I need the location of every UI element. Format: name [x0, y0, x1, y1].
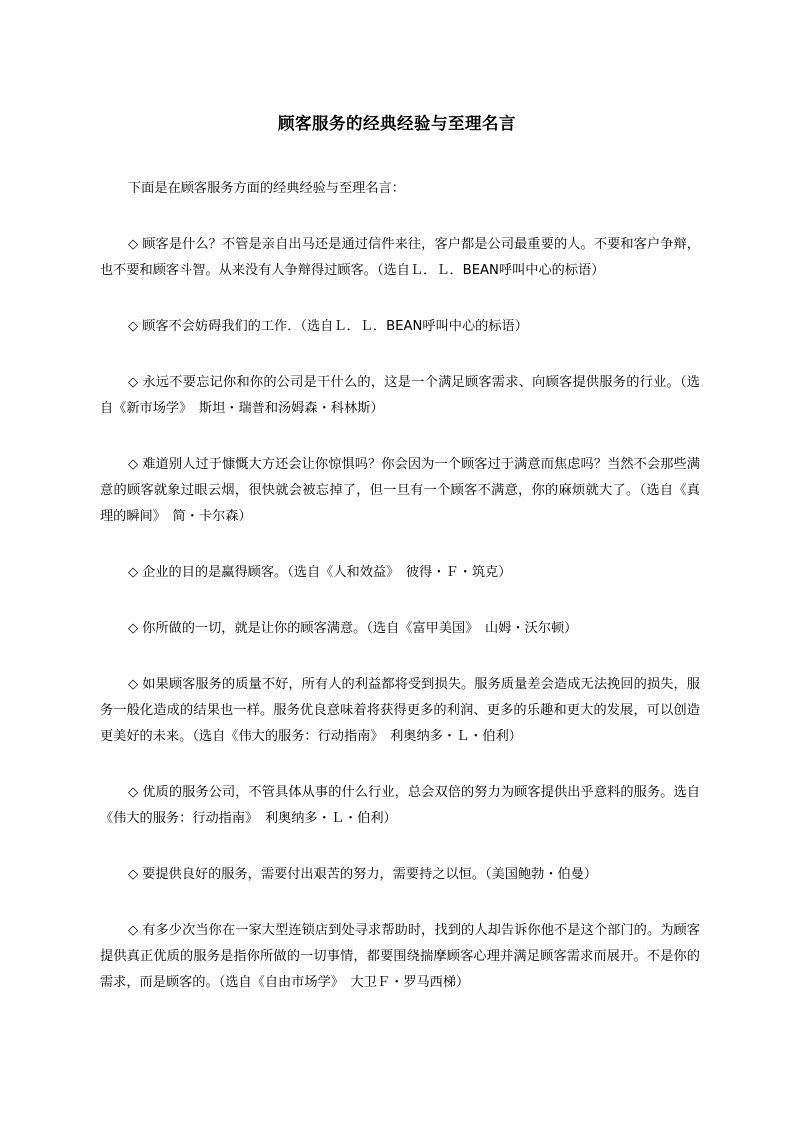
- quote-text: 顾客是什么？不管是亲自出马还是通过信件来往，客户都是公司最重要的人。不要和客户争辩，也不要和顾客斗智。从来没有人争辩得过顾客。（选自Ｌ．Ｌ．BEAN呼叫中心的标语）: [100, 237, 700, 278]
- quote-text: 优质的服务公司，不管具体从事的什么行业，总会双倍的努力为顾客提供出乎意料的服务。选自《伟大的服务：行动指南》 利奥纳多・Ｌ・伯利）: [100, 785, 700, 826]
- diamond-bullet-icon: ◇: [128, 785, 139, 800]
- quote-paragraph: [100, 780, 700, 832]
- quote-paragraph: [100, 862, 700, 888]
- quote-paragraph: [100, 616, 700, 642]
- diamond-bullet-icon: ◇: [128, 565, 139, 580]
- quote-text: 顾客不会妨碍我们的工作．（选自Ｌ．Ｌ．BEAN呼叫中心的标语）: [142, 319, 528, 334]
- diamond-bullet-icon: ◇: [128, 237, 139, 252]
- document-body: [100, 176, 700, 1026]
- diamond-bullet-icon: ◇: [128, 867, 139, 882]
- quote-text: 企业的目的是赢得顾客。（选自《人和效益》 彼得・Ｆ・筑克）: [142, 565, 512, 580]
- quote-paragraph: [100, 918, 700, 996]
- quote-text: 永远不要忘记你和你的公司是干什么的，这是一个满足顾客需求、向顾客提供服务的行业。（选自《新市场学》 斯坦・瑞普和汤姆森・科林斯）: [100, 375, 700, 416]
- quote-paragraph: [100, 232, 700, 284]
- document-title: 顾客服务的经典经验与至理名言: [278, 114, 516, 133]
- diamond-bullet-icon: ◇: [128, 621, 139, 636]
- quote-paragraph: [100, 560, 700, 586]
- quote-paragraph: [100, 452, 700, 530]
- quote-paragraph: [100, 672, 700, 750]
- quote-text: 难道别人过于慷慨大方还会让你惊惧吗？你会因为一个顾客过于满意而焦虑吗？当然不会那些满意的顾客就象过眼云烟，很快就会被忘掉了，但一旦有一个顾客不满意，你的麻烦就大了。（选自《真理的瞬间》 简・卡尔森）: [100, 457, 700, 524]
- diamond-bullet-icon: ◇: [128, 923, 139, 938]
- intro-paragraph: 下面是在顾客服务方面的经典经验与至理名言：: [128, 181, 405, 196]
- quote-paragraph: [100, 370, 700, 422]
- diamond-bullet-icon: ◇: [128, 319, 139, 334]
- quote-text: 要提供良好的服务，需要付出艰苦的努力，需要持之以恒。（美国鲍勃・伯曼）: [142, 867, 598, 882]
- diamond-bullet-icon: ◇: [128, 375, 139, 390]
- quote-text: 如果顾客服务的质量不好，所有人的利益都将受到损失。服务质量差会造成无法挽回的损失，服务一般化造成的结果也一样。服务优良意味着将获得更多的利润、更多的乐趣和更大的发展，可以创造更美好的未来。（选自《伟大的服务：行动指南》 利奥纳多・Ｌ・伯利）: [100, 677, 700, 744]
- quote-text: 你所做的一切，就是让你的顾客满意。（选自《富甲美国》 山姆・沃尔顿）: [142, 621, 578, 636]
- diamond-bullet-icon: ◇: [128, 677, 139, 692]
- diamond-bullet-icon: ◇: [128, 457, 139, 472]
- quote-text: 有多少次当你在一家大型连锁店到处寻求帮助时，找到的人却告诉你他不是这个部门的。为顾客提供真正优质的服务是指你所做的一切事情，都要围绕揣摩顾客心理并满足顾客需求而展开。不是你的需求，而是顾客的。（选自《自由市场学》 大卫Ｆ・罗马西梯）: [100, 923, 700, 990]
- quote-paragraph: [100, 314, 700, 340]
